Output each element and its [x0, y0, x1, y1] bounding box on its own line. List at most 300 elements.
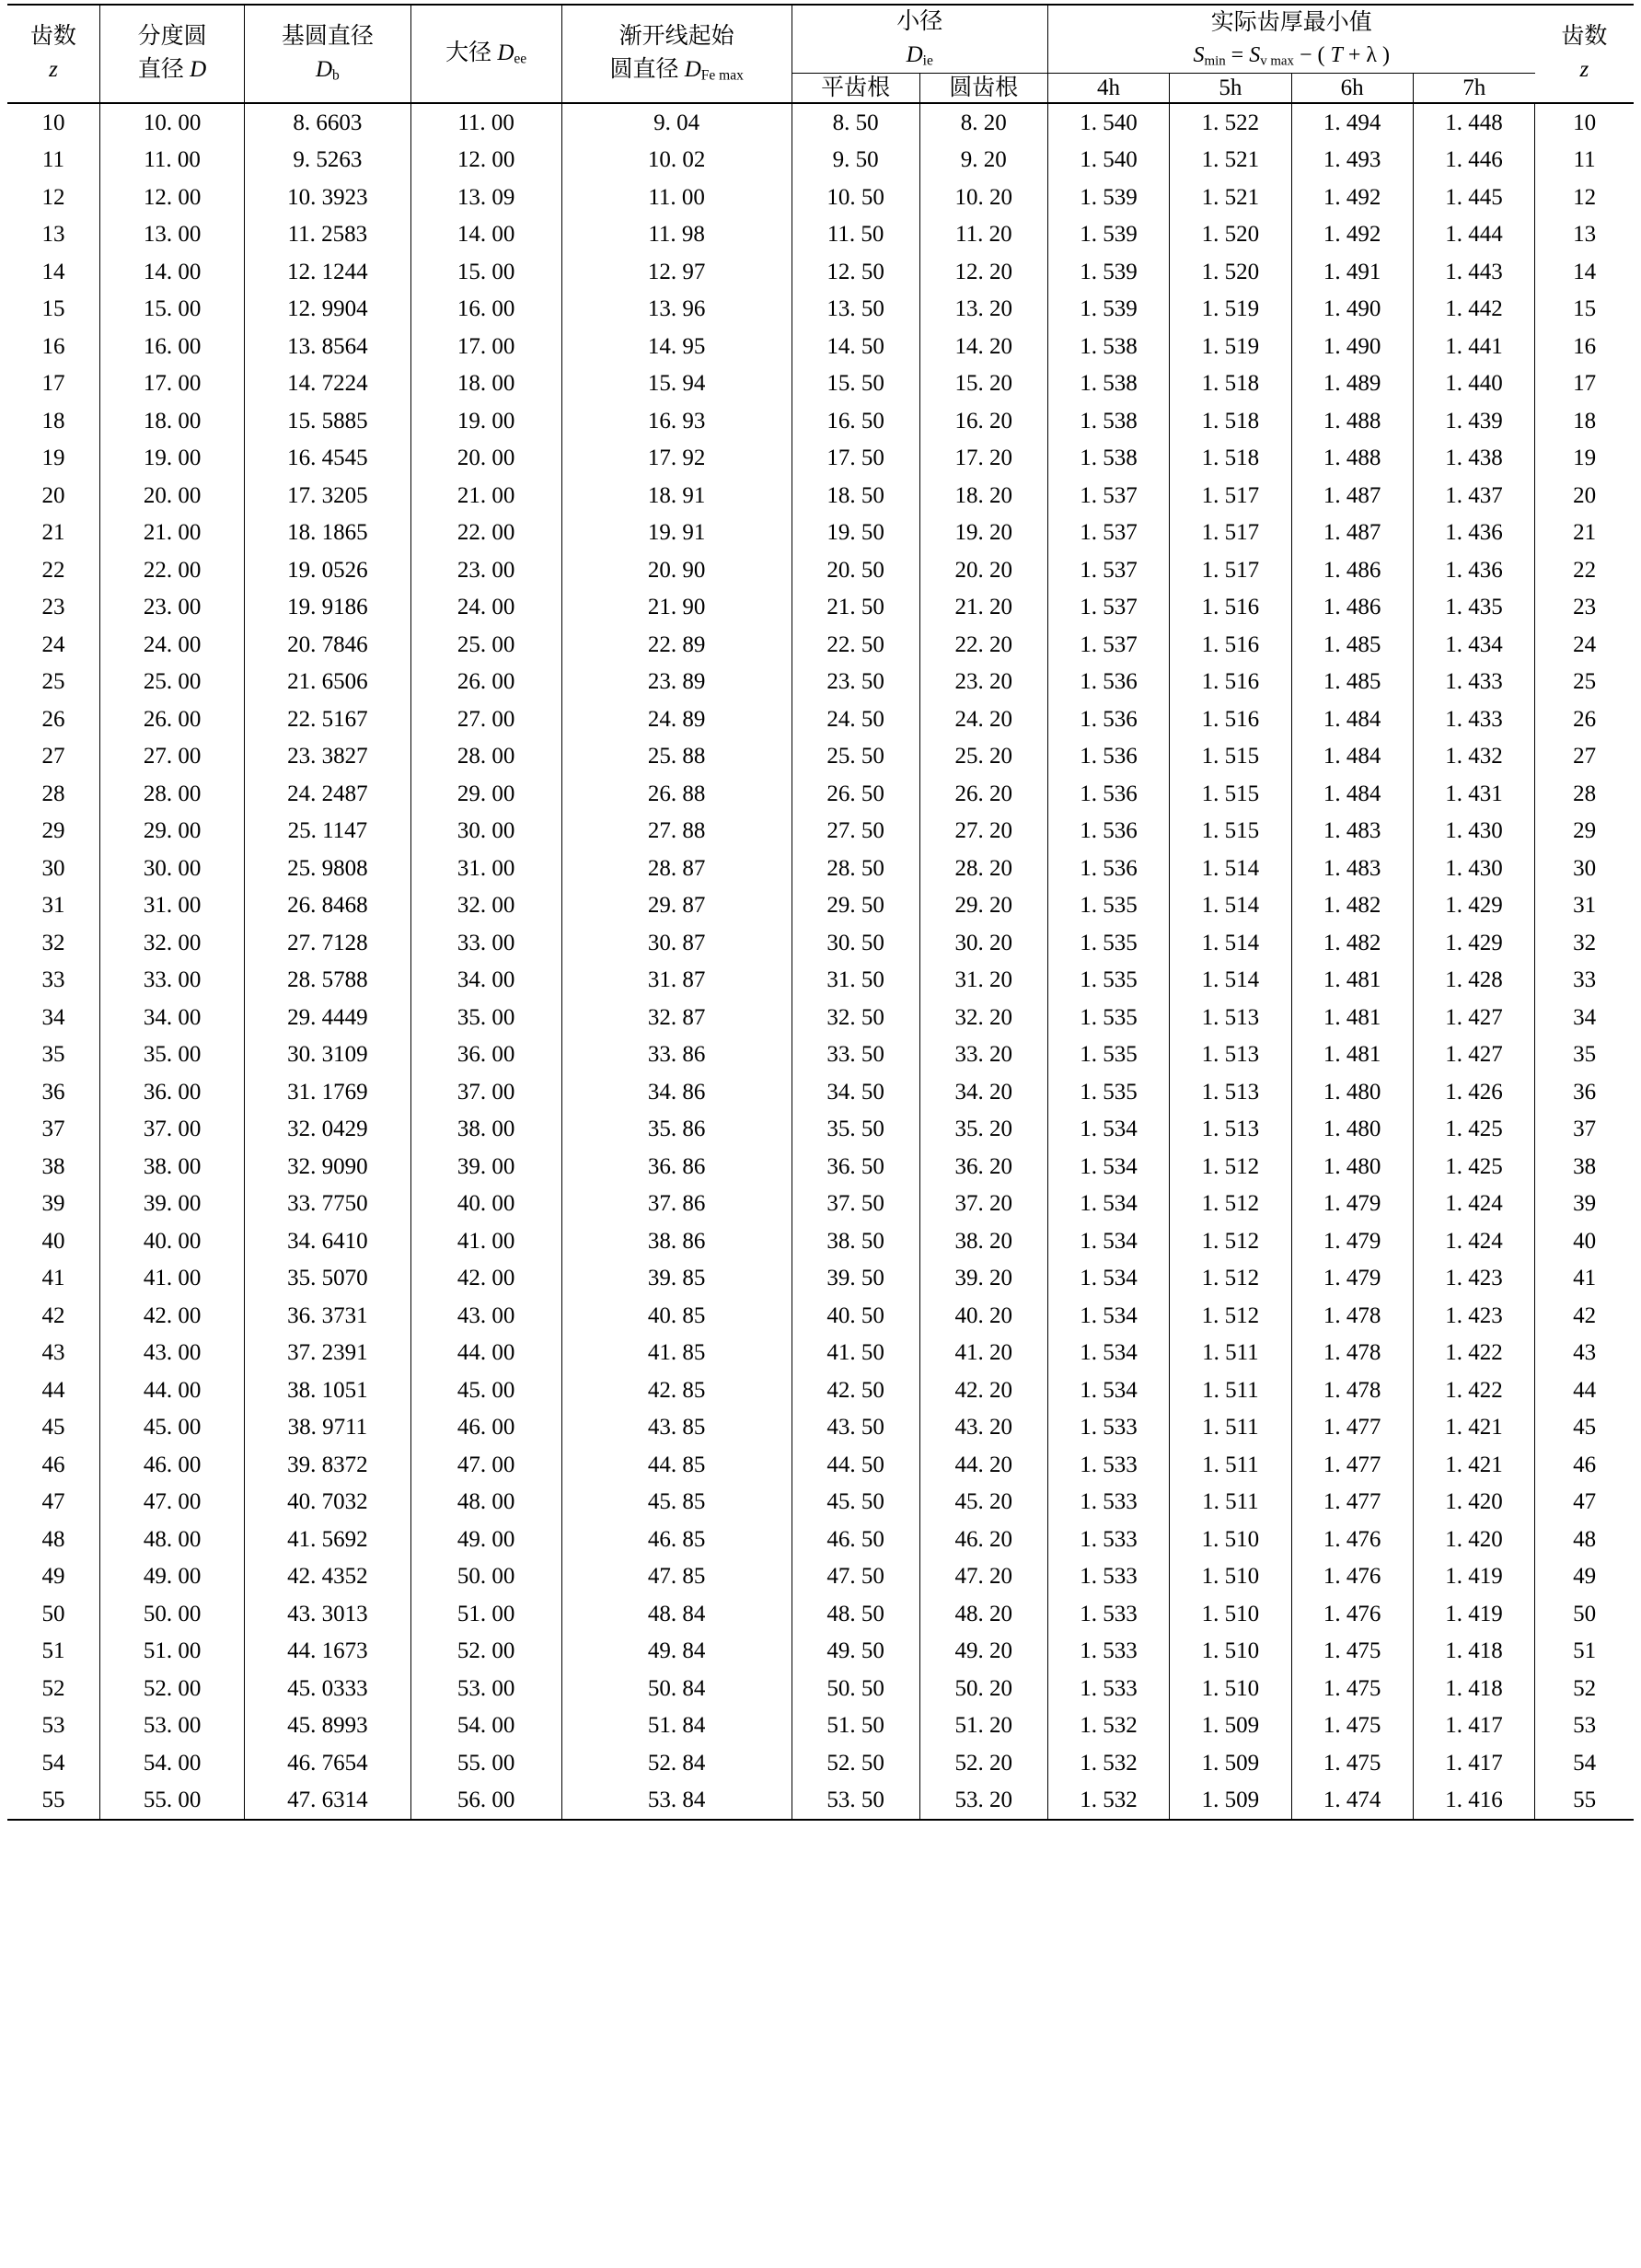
table-cell: 1. 435 [1413, 588, 1534, 626]
table-cell: 56. 00 [410, 1781, 561, 1820]
table-cell: 28 [7, 775, 99, 813]
table-cell: 52 [1573, 1675, 1597, 1701]
table-cell: 1. 538 [1047, 364, 1169, 402]
table-cell: 14. 50 [792, 328, 919, 365]
table-cell: 40. 00 [99, 1222, 244, 1260]
table-cell: 35 [1573, 1042, 1597, 1067]
table-cell: 1. 487 [1291, 477, 1413, 515]
table-cell: 52 [7, 1670, 99, 1707]
table-cell: 42. 85 [561, 1371, 792, 1409]
table-cell: 1. 521 [1170, 179, 1291, 216]
table-cell: 13. 8564 [245, 328, 410, 365]
header-base-diameter [245, 5, 410, 103]
table-cell: 36. 20 [919, 1148, 1047, 1186]
table-cell: 1. 419 [1413, 1557, 1534, 1595]
table-cell: 34. 86 [561, 1073, 792, 1111]
table-cell: 27. 88 [561, 812, 792, 850]
table-cell: 1. 540 [1047, 141, 1169, 179]
table-cell: 15. 50 [792, 364, 919, 402]
table-row [7, 215, 1634, 253]
table-cell: 1. 479 [1291, 1185, 1413, 1222]
table-cell: 1. 488 [1291, 402, 1413, 440]
table-cell: 48. 84 [561, 1595, 792, 1633]
table-cell: 33. 86 [561, 1036, 792, 1073]
table-cell: 31. 20 [919, 961, 1047, 999]
table-cell: 1. 510 [1170, 1557, 1291, 1595]
table-cell: 21. 50 [792, 588, 919, 626]
table-cell: 43 [7, 1334, 99, 1371]
table-cell: 1. 536 [1047, 737, 1169, 775]
table-cell: 1. 520 [1170, 253, 1291, 291]
table-cell: 28. 50 [792, 850, 919, 887]
header-pitch-diameter-line2: 直径 D [137, 57, 207, 83]
table-cell: 1. 533 [1047, 1446, 1169, 1484]
table-cell: 16. 93 [561, 402, 792, 440]
table-cell: 16. 20 [919, 402, 1047, 440]
table-row [7, 775, 1634, 813]
table-cell: 24. 50 [792, 700, 919, 738]
table-cell: 1. 534 [1047, 1297, 1169, 1335]
header-major-diameter-text: 大径 $D_{ee}$ [445, 40, 527, 67]
table-row [7, 1297, 1634, 1335]
table-cell: 47. 20 [919, 1557, 1047, 1595]
table-cell: 16 [7, 328, 99, 365]
table-row [7, 663, 1634, 700]
table-cell: 1. 532 [1047, 1744, 1169, 1782]
table-cell: 1. 443 [1413, 253, 1534, 291]
table-cell: 13 [1573, 222, 1597, 247]
table-cell: 49 [7, 1557, 99, 1595]
table-cell: 44. 85 [561, 1446, 792, 1484]
table-cell: 44 [1573, 1377, 1597, 1403]
table-cell: 24. 2487 [245, 775, 410, 813]
table-cell: 41 [1573, 1266, 1597, 1290]
table-cell: 1. 533 [1047, 1521, 1169, 1558]
table-cell: 1. 535 [1047, 886, 1169, 924]
table-cell: 45. 50 [792, 1483, 919, 1521]
table-cell: 49. 00 [99, 1557, 244, 1595]
table-row [7, 551, 1634, 589]
table-cell: 27. 20 [919, 812, 1047, 850]
table-cell: 1. 513 [1170, 999, 1291, 1036]
table-cell: 1. 418 [1413, 1632, 1534, 1670]
table-cell: 23. 00 [410, 551, 561, 589]
table-cell: 1. 518 [1170, 439, 1291, 477]
table-cell: 1. 482 [1291, 924, 1413, 962]
table-cell: 12 [1573, 184, 1597, 210]
table-cell: 29. 20 [919, 886, 1047, 924]
table-cell: 33 [7, 961, 99, 999]
table-cell: 36. 3731 [245, 1297, 410, 1335]
table-cell: 49. 00 [410, 1521, 561, 1558]
table-cell: 27 [7, 737, 99, 775]
table-cell: 29 [7, 812, 99, 850]
table-cell: 52. 84 [561, 1744, 792, 1782]
table-cell: 1. 476 [1291, 1521, 1413, 1558]
table-cell: 48 [1573, 1526, 1597, 1552]
table-cell: 19. 9186 [245, 588, 410, 626]
table-cell: 1. 431 [1413, 775, 1534, 813]
table-cell: 1. 518 [1170, 364, 1291, 402]
table-cell: 23 [7, 588, 99, 626]
table-cell: 55 [7, 1781, 99, 1820]
table-cell: 1. 535 [1047, 1073, 1169, 1111]
table-cell: 15 [1573, 296, 1597, 321]
table-cell: 14. 7224 [245, 364, 410, 402]
table-cell: 37. 20 [919, 1185, 1047, 1222]
table-row [7, 886, 1634, 924]
table-cell: 17. 00 [410, 328, 561, 365]
table-cell: 34 [1573, 1004, 1597, 1030]
table-cell: 21 [1573, 520, 1597, 545]
table-cell: 12. 1244 [245, 253, 410, 291]
table-cell: 1. 509 [1170, 1781, 1291, 1820]
table-cell: 33. 7750 [245, 1185, 410, 1222]
table-row [7, 1446, 1634, 1484]
table-cell: 1. 486 [1291, 551, 1413, 589]
table-cell: 1. 535 [1047, 999, 1169, 1036]
header-flat-root: 平齿根 [792, 73, 919, 103]
table-cell: 1. 536 [1047, 850, 1169, 887]
table-cell: 46 [7, 1446, 99, 1484]
table-cell: 28. 20 [919, 850, 1047, 887]
table-cell: 15 [7, 290, 99, 328]
table-cell: 30. 00 [99, 850, 244, 887]
header-tooth-count-right-symbol: z [1579, 57, 1589, 83]
table-cell: 1. 533 [1047, 1632, 1169, 1670]
table-cell: 1. 420 [1413, 1483, 1534, 1521]
table-cell: 13. 20 [919, 290, 1047, 328]
table-cell: 1. 509 [1170, 1744, 1291, 1782]
table-cell: 41. 50 [792, 1334, 919, 1371]
table-cell: 1. 439 [1413, 402, 1534, 440]
table-cell: 14. 95 [561, 328, 792, 365]
table-cell: 47 [7, 1483, 99, 1521]
table-cell: 36. 86 [561, 1148, 792, 1186]
table-cell: 1. 483 [1291, 850, 1413, 887]
table-row [7, 812, 1634, 850]
table-cell: 1. 419 [1413, 1595, 1534, 1633]
table-cell: 1. 481 [1291, 961, 1413, 999]
table-cell: 55. 00 [410, 1744, 561, 1782]
table-cell: 1. 445 [1413, 179, 1534, 216]
table-cell: 42. 00 [410, 1259, 561, 1297]
table-cell: 1. 425 [1413, 1148, 1534, 1186]
table-cell: 41. 00 [99, 1259, 244, 1297]
header-grade-5h: 5h [1170, 73, 1291, 103]
table-cell: 37. 00 [410, 1073, 561, 1111]
table-cell: 28. 00 [410, 737, 561, 775]
table-cell: 46. 7654 [245, 1744, 410, 1782]
table-cell: 27 [1573, 744, 1597, 769]
table-cell: 1. 533 [1047, 1408, 1169, 1446]
table-cell: 1. 537 [1047, 588, 1169, 626]
table-cell: 1. 430 [1413, 812, 1534, 850]
table-cell: 11. 50 [792, 215, 919, 253]
header-pitch-diameter-line1: 分度圆 [137, 24, 207, 50]
table-cell: 1. 533 [1047, 1670, 1169, 1707]
table-cell: 1. 475 [1291, 1632, 1413, 1670]
table-cell: 1. 427 [1413, 999, 1534, 1036]
table-cell: 1. 533 [1047, 1595, 1169, 1633]
table-cell: 1. 487 [1291, 514, 1413, 551]
table-cell: 32. 00 [99, 924, 244, 962]
table-cell: 8. 20 [919, 103, 1047, 142]
table-cell: 29. 00 [410, 775, 561, 813]
table-row [7, 999, 1634, 1036]
table-cell: 46. 50 [792, 1521, 919, 1558]
table-cell: 1. 437 [1413, 477, 1534, 515]
table-cell: 11 [7, 141, 99, 179]
table-cell: 22. 89 [561, 626, 792, 664]
table-cell: 1. 532 [1047, 1707, 1169, 1744]
table-cell: 1. 539 [1047, 179, 1169, 216]
table-cell: 1. 481 [1291, 1036, 1413, 1073]
table-cell: 27. 50 [792, 812, 919, 850]
table-cell: 1. 486 [1291, 588, 1413, 626]
table-cell: 45. 00 [99, 1408, 244, 1446]
table-row [7, 1595, 1634, 1633]
table-cell: 24. 20 [919, 700, 1047, 738]
table-cell: 1. 478 [1291, 1371, 1413, 1409]
table-cell: 45. 0333 [245, 1670, 410, 1707]
table-cell: 1. 537 [1047, 514, 1169, 551]
table-cell: 42. 4352 [245, 1557, 410, 1595]
table-cell: 23. 50 [792, 663, 919, 700]
table-row [7, 1632, 1634, 1670]
table-cell: 45 [7, 1408, 99, 1446]
table-cell: 55. 00 [99, 1781, 244, 1820]
table-cell: 20. 00 [99, 477, 244, 515]
table-cell: 1. 483 [1291, 812, 1413, 850]
table-cell: 35. 00 [410, 999, 561, 1036]
table-row [7, 1557, 1634, 1595]
table-cell: 46. 20 [919, 1521, 1047, 1558]
table-cell: 1. 478 [1291, 1297, 1413, 1335]
table-cell: 1. 479 [1291, 1259, 1413, 1297]
table-cell: 29. 87 [561, 886, 792, 924]
table-cell: 1. 484 [1291, 775, 1413, 813]
table-cell: 18. 1865 [245, 514, 410, 551]
table-cell: 51. 00 [410, 1595, 561, 1633]
table-cell: 19. 20 [919, 514, 1047, 551]
table-cell: 42 [1573, 1302, 1597, 1328]
table-cell: 13. 09 [410, 179, 561, 216]
table-cell: 11. 2583 [245, 215, 410, 253]
table-cell: 17 [1573, 371, 1597, 396]
table-cell: 53. 00 [410, 1670, 561, 1707]
table-header [7, 5, 1634, 103]
table-cell: 38. 86 [561, 1222, 792, 1260]
table-cell: 23. 89 [561, 663, 792, 700]
table-cell: 19 [7, 439, 99, 477]
table-cell: 38. 00 [99, 1148, 244, 1186]
header-grade-7h: 7h [1413, 73, 1534, 103]
table-cell: 21. 00 [99, 514, 244, 551]
table-cell: 47. 00 [410, 1446, 561, 1484]
table-cell: 1. 476 [1291, 1595, 1413, 1633]
table-cell: 1. 514 [1170, 886, 1291, 924]
header-minor-diameter-label: 小径 [896, 9, 943, 34]
table-cell: 48. 20 [919, 1595, 1047, 1633]
table-cell: 1. 534 [1047, 1185, 1169, 1222]
table-cell: 16. 50 [792, 402, 919, 440]
header-tooth-count-left [7, 5, 99, 103]
table-cell: 1. 519 [1170, 328, 1291, 365]
table-cell: 1. 420 [1413, 1521, 1534, 1558]
table-cell: 38. 20 [919, 1222, 1047, 1260]
table-cell: 50. 00 [99, 1595, 244, 1633]
table-cell: 13. 00 [99, 215, 244, 253]
table-cell: 1. 480 [1291, 1073, 1413, 1111]
table-cell: 43. 00 [99, 1334, 244, 1371]
table-row [7, 439, 1634, 477]
table-row [7, 850, 1634, 887]
table-cell: 49. 20 [919, 1632, 1047, 1670]
table-cell: 25. 20 [919, 737, 1047, 775]
table-cell: 24 [1573, 631, 1597, 657]
table-cell: 1. 425 [1413, 1110, 1534, 1148]
table-cell: 1. 441 [1413, 328, 1534, 365]
header-involute-line2: 圆直径 $D_{Fe max}$ [609, 57, 744, 84]
table-cell: 1. 426 [1413, 1073, 1534, 1111]
table-cell: 48. 50 [792, 1595, 919, 1633]
table-cell: 22 [1573, 557, 1597, 583]
table-cell: 1. 491 [1291, 253, 1413, 291]
table-cell: 20. 7846 [245, 626, 410, 664]
table-cell: 9. 04 [561, 103, 792, 142]
table-cell: 1. 518 [1170, 402, 1291, 440]
table-cell: 1. 511 [1170, 1483, 1291, 1521]
table-cell: 9. 5263 [245, 141, 410, 179]
table-cell: 33. 50 [792, 1036, 919, 1073]
table-cell: 16. 4545 [245, 439, 410, 477]
table-cell: 26. 8468 [245, 886, 410, 924]
table-cell: 50 [7, 1595, 99, 1633]
table-cell: 46. 00 [99, 1446, 244, 1484]
table-cell: 1. 481 [1291, 999, 1413, 1036]
table-cell: 35. 86 [561, 1110, 792, 1148]
table-cell: 44. 00 [99, 1371, 244, 1409]
table-cell: 33 [1573, 967, 1597, 992]
table-cell: 1. 515 [1170, 812, 1291, 850]
table-cell: 18. 00 [99, 402, 244, 440]
table-cell: 18. 00 [410, 364, 561, 402]
table-cell: 32. 50 [792, 999, 919, 1036]
table-cell: 32. 9090 [245, 1148, 410, 1186]
table-cell: 32. 20 [919, 999, 1047, 1036]
table-cell: 14 [1573, 259, 1597, 284]
table-cell: 28. 00 [99, 775, 244, 813]
table-cell: 17. 00 [99, 364, 244, 402]
table-cell: 12. 97 [561, 253, 792, 291]
table-cell: 17. 50 [792, 439, 919, 477]
table-cell: 1. 493 [1291, 141, 1413, 179]
table-cell: 1. 511 [1170, 1446, 1291, 1484]
table-cell: 1. 428 [1413, 961, 1534, 999]
table-cell: 26. 00 [410, 663, 561, 700]
table-cell: 20. 90 [561, 551, 792, 589]
table-cell: 43 [1573, 1340, 1597, 1365]
table-row [7, 1334, 1634, 1371]
table-cell: 35 [7, 1036, 99, 1073]
table-cell: 1. 538 [1047, 328, 1169, 365]
table-row [7, 961, 1634, 999]
table-cell: 1. 488 [1291, 439, 1413, 477]
header-tooth-count-right-label: 齿数 [1561, 24, 1608, 50]
table-cell: 47. 6314 [245, 1781, 410, 1820]
table-cell: 1. 511 [1170, 1334, 1291, 1371]
table-cell: 30. 50 [792, 924, 919, 962]
gear-parameter-table [7, 4, 1634, 1821]
table-cell: 1. 513 [1170, 1036, 1291, 1073]
table-cell: 1. 511 [1170, 1371, 1291, 1409]
table-cell: 23. 20 [919, 663, 1047, 700]
table-cell: 1. 475 [1291, 1707, 1413, 1744]
table-cell: 53. 84 [561, 1781, 792, 1820]
table-cell: 52. 20 [919, 1744, 1047, 1782]
table-cell: 1. 446 [1413, 141, 1534, 179]
table-cell: 43. 20 [919, 1408, 1047, 1446]
table-cell: 40 [7, 1222, 99, 1260]
table-cell: 21. 90 [561, 588, 792, 626]
table-cell: 39. 8372 [245, 1446, 410, 1484]
table-row [7, 477, 1634, 515]
table-cell: 34 [7, 999, 99, 1036]
table-cell: 22. 00 [410, 514, 561, 551]
table-cell: 31. 00 [410, 850, 561, 887]
table-cell: 36. 50 [792, 1148, 919, 1186]
table-cell: 12. 9904 [245, 290, 410, 328]
table-cell: 23 [1573, 595, 1597, 619]
table-cell: 12. 20 [919, 253, 1047, 291]
table-cell: 24. 00 [410, 588, 561, 626]
table-cell: 39. 50 [792, 1259, 919, 1297]
table-cell: 42. 00 [99, 1297, 244, 1335]
table-cell: 9. 20 [919, 141, 1047, 179]
table-cell: 1. 514 [1170, 961, 1291, 999]
table-cell: 39. 00 [410, 1148, 561, 1186]
table-cell: 15. 20 [919, 364, 1047, 402]
table-cell: 15. 94 [561, 364, 792, 402]
table-cell: 20. 20 [919, 551, 1047, 589]
table-cell: 1. 490 [1291, 290, 1413, 328]
table-row [7, 1781, 1634, 1820]
table-cell: 1. 534 [1047, 1148, 1169, 1186]
table-cell: 16. 00 [410, 290, 561, 328]
table-cell: 19. 91 [561, 514, 792, 551]
table-cell: 32 [7, 924, 99, 962]
table-cell: 11. 98 [561, 215, 792, 253]
table-cell: 1. 510 [1170, 1670, 1291, 1707]
table-cell: 13. 50 [792, 290, 919, 328]
table-cell: 45. 8993 [245, 1707, 410, 1744]
table-cell: 1. 517 [1170, 551, 1291, 589]
table-cell: 34. 50 [792, 1073, 919, 1111]
table-cell: 19. 00 [99, 439, 244, 477]
table-cell: 1. 480 [1291, 1110, 1413, 1148]
table-cell: 15. 00 [99, 290, 244, 328]
table-cell: 42 [7, 1297, 99, 1335]
table-cell: 54. 00 [99, 1744, 244, 1782]
table-row [7, 1185, 1634, 1222]
table-row [7, 1408, 1634, 1446]
table-cell: 1. 424 [1413, 1222, 1534, 1260]
table-cell: 1. 478 [1291, 1334, 1413, 1371]
table-cell: 1. 510 [1170, 1521, 1291, 1558]
table-cell: 1. 538 [1047, 402, 1169, 440]
table-cell: 34. 00 [410, 961, 561, 999]
